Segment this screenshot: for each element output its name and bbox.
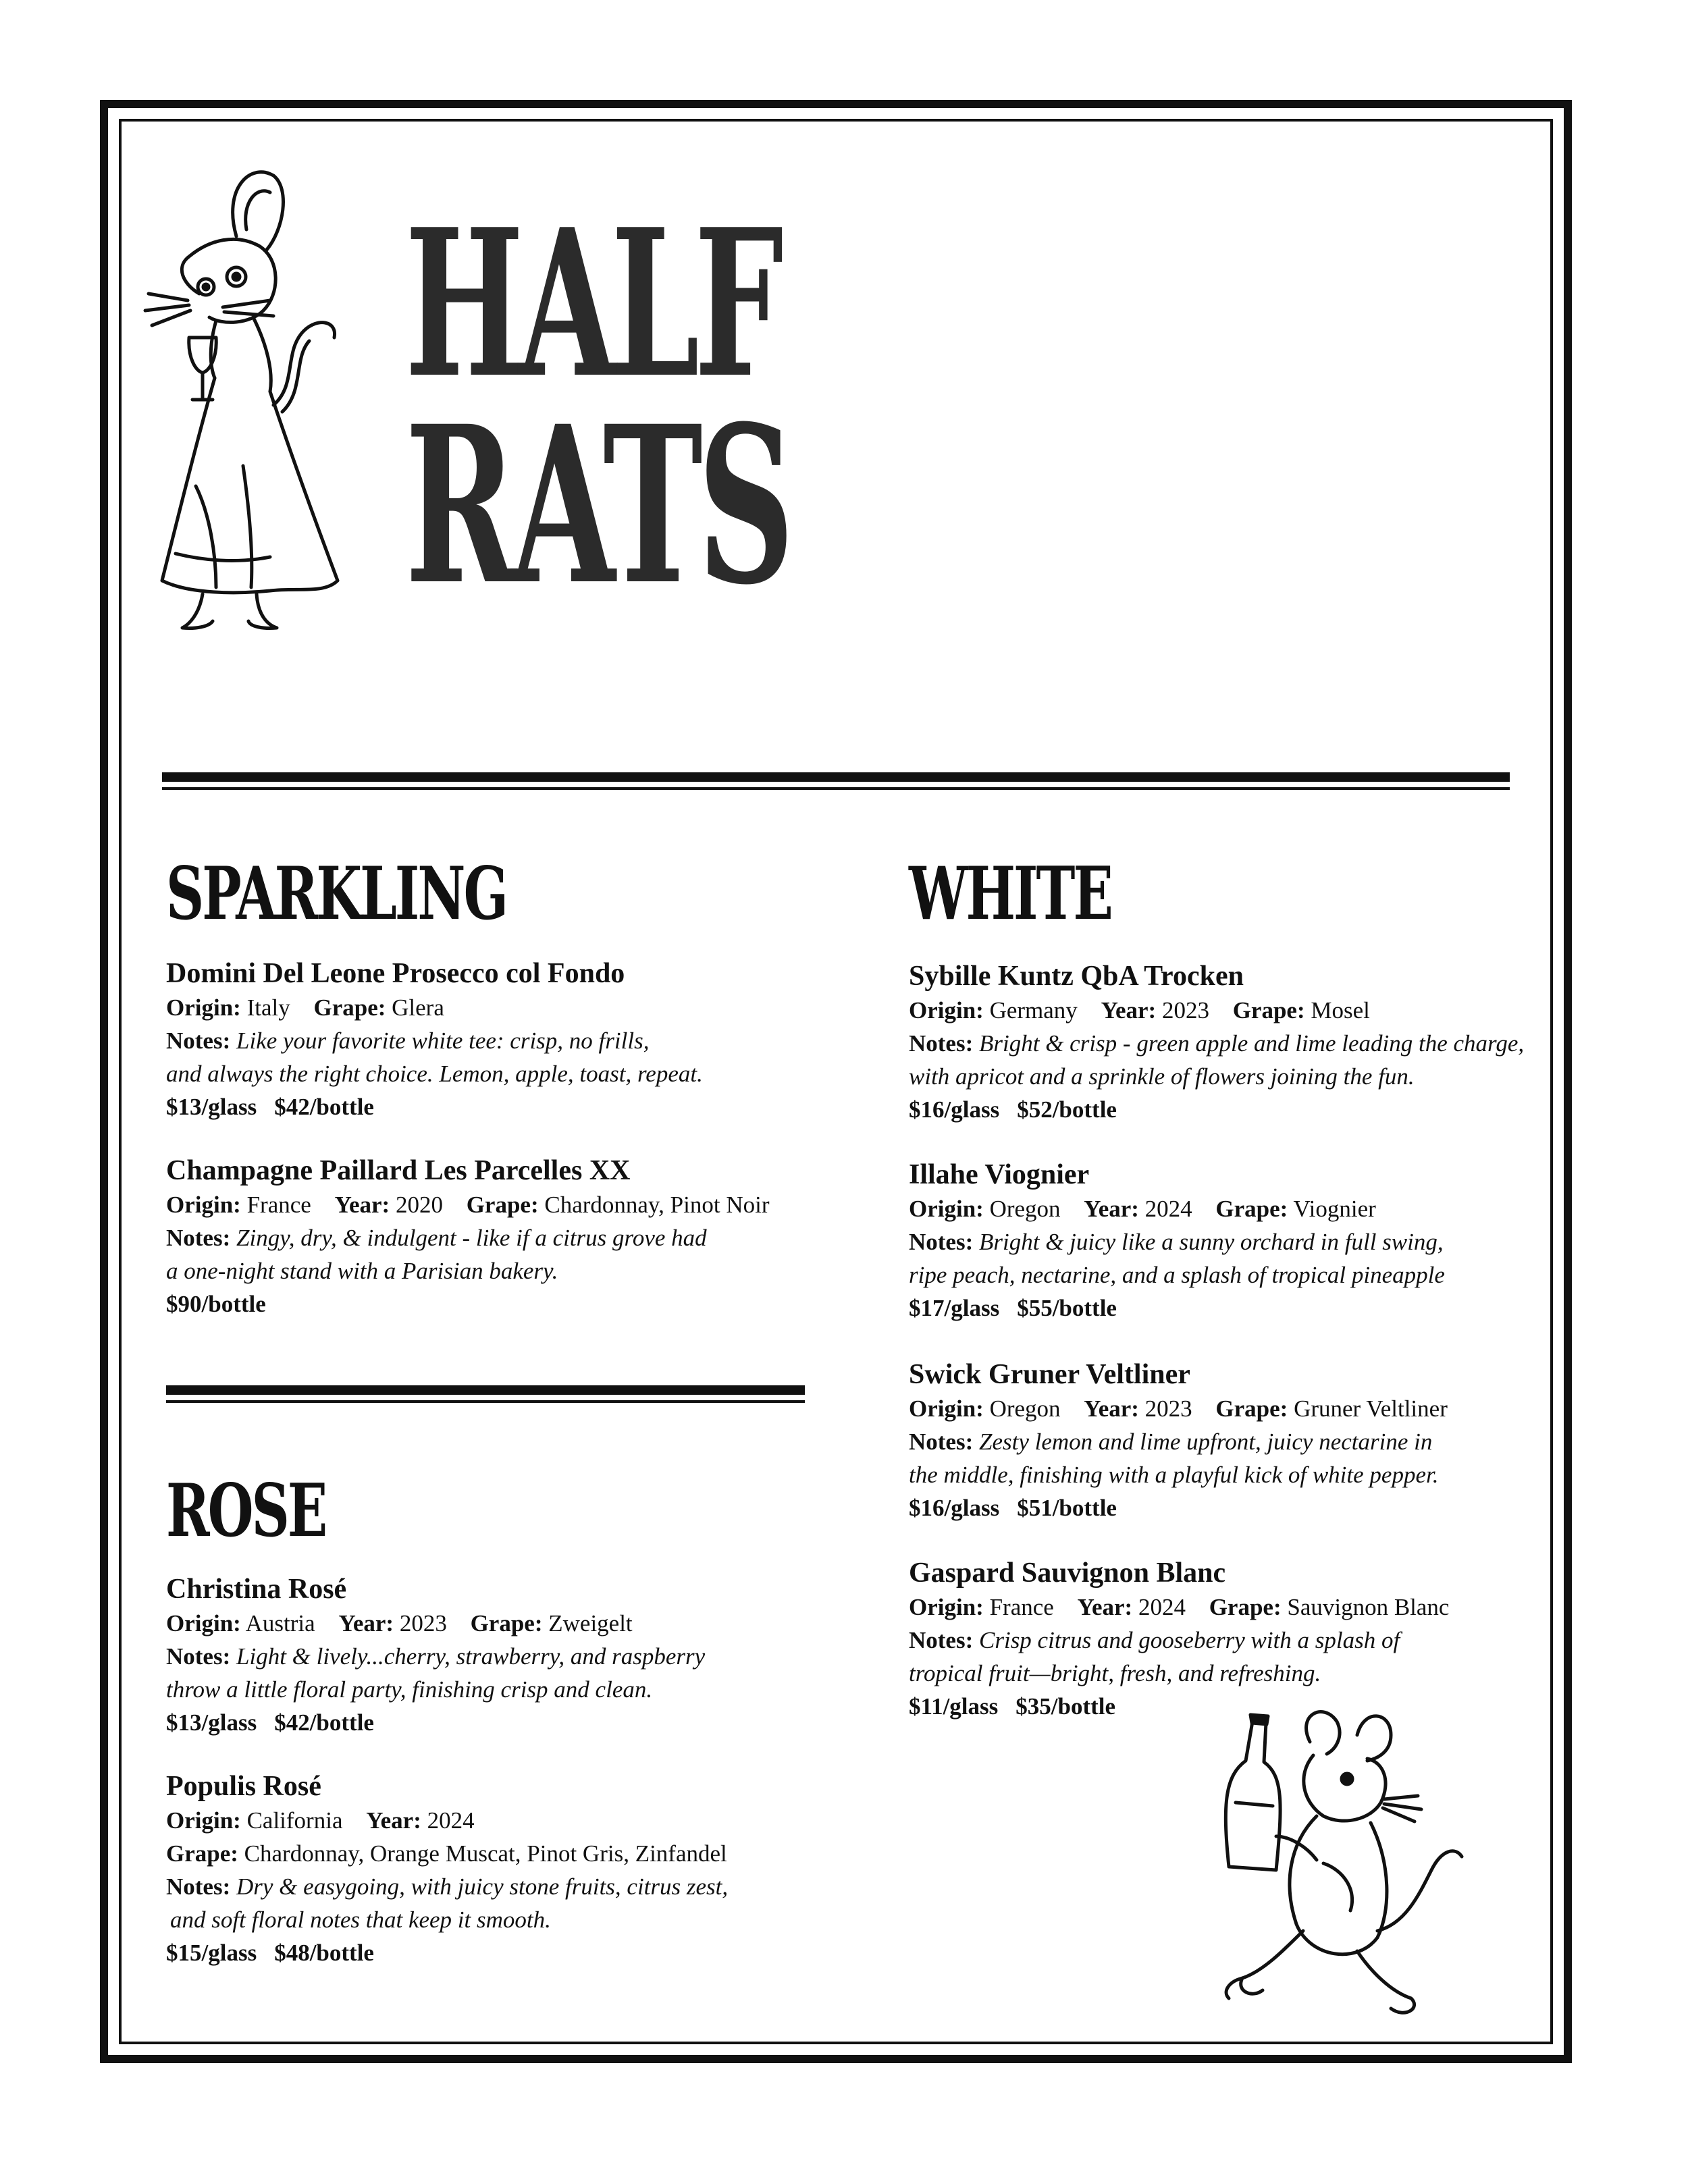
year-value: 2023 xyxy=(399,1610,447,1636)
year-label: Year: xyxy=(366,1807,421,1834)
top-divider-thick xyxy=(162,772,1510,782)
rat-in-gown-icon xyxy=(135,149,378,648)
grape-label: Grape: xyxy=(1232,997,1305,1023)
notes-label: Notes: xyxy=(166,1225,231,1251)
notes-label: Notes: xyxy=(909,1229,974,1255)
half-rats-logo xyxy=(135,149,790,662)
glass-price: $11/glass xyxy=(909,1693,999,1720)
origin-label: Origin: xyxy=(909,1196,984,1222)
year-label: Year: xyxy=(1084,1196,1139,1222)
notes-text: Zesty lemon and lime upfront, juicy nectarine in xyxy=(979,1429,1433,1455)
bottle-price: $35/bottle xyxy=(1016,1693,1116,1720)
top-divider xyxy=(162,772,1510,790)
origin-value: Germany xyxy=(989,997,1078,1023)
wine-notes xyxy=(166,1640,875,1673)
grape-value: Chardonnay, Orange Muscat, Pinot Gris, Zinfandel xyxy=(244,1840,727,1867)
notes-text: a one-night stand with a Parisian bakery. xyxy=(166,1258,558,1284)
top-divider-thin xyxy=(162,787,1510,790)
wine-name: Illahe Viognier xyxy=(909,1159,1090,1190)
notes-text: and always the right choice. Lemon, apple, toast, repeat. xyxy=(166,1061,703,1087)
rat-with-bottle-icon xyxy=(1188,1701,1472,2032)
year-label: Year: xyxy=(338,1610,394,1636)
notes-text: Light & lively...cherry, strawberry, and raspberry xyxy=(236,1643,706,1670)
origin-value: France xyxy=(246,1192,311,1218)
left-divider-thin xyxy=(166,1400,805,1403)
grape-label: Grape: xyxy=(470,1610,543,1636)
wine-notes xyxy=(166,1024,875,1057)
origin-value: Oregon xyxy=(989,1196,1061,1222)
left-divider xyxy=(166,1385,805,1403)
glass-price: $15/glass xyxy=(166,1940,257,1966)
origin-label: Origin: xyxy=(909,997,984,1023)
wine-entry xyxy=(909,959,1618,1126)
wine-grape xyxy=(166,1837,875,1870)
wine-meta xyxy=(909,994,1618,1027)
grape-value: Mosel xyxy=(1311,997,1370,1023)
wine-notes xyxy=(909,1027,1618,1060)
grape-label: Grape: xyxy=(1215,1395,1288,1422)
wine-name: Sybille Kuntz QbA Trocken xyxy=(909,961,1244,992)
origin-label: Origin: xyxy=(166,994,241,1021)
wine-name: Swick Gruner Veltliner xyxy=(909,1359,1190,1390)
section-title-rose: ROSE xyxy=(166,1468,326,1553)
notes-text: throw a little floral party, finishing crisp and clean. xyxy=(166,1676,653,1703)
glass-price: $17/glass xyxy=(909,1295,1000,1321)
notes-label: Notes: xyxy=(909,1030,974,1057)
origin-value: Oregon xyxy=(989,1395,1061,1422)
bottle-price: $42/bottle xyxy=(274,1094,374,1120)
wine-entry xyxy=(166,1769,875,1969)
glass-price: $13/glass xyxy=(166,1094,257,1120)
bottle-price: $51/bottle xyxy=(1017,1495,1117,1521)
notes-text: Zingy, dry, & indulgent - like if a citrus grove had xyxy=(236,1225,707,1251)
wine-entry xyxy=(166,1153,875,1321)
wine-meta xyxy=(166,991,875,1024)
bottle-price: $90/bottle xyxy=(166,1291,266,1317)
wine-notes xyxy=(909,1624,1618,1657)
origin-label: Origin: xyxy=(909,1594,984,1620)
notes-label: Notes: xyxy=(166,1028,231,1054)
wine-price xyxy=(909,1093,1618,1126)
wine-notes xyxy=(166,1221,875,1254)
notes-text: Like your favorite white tee: crisp, no frills, xyxy=(236,1028,650,1054)
notes-text: with apricot and a sprinkle of flowers joining the fun. xyxy=(909,1063,1415,1090)
bottle-price: $42/bottle xyxy=(274,1709,374,1736)
section-title-white: WHITE xyxy=(909,851,1111,936)
year-label: Year: xyxy=(334,1192,390,1218)
origin-label: Origin: xyxy=(166,1610,241,1636)
grape-label: Grape: xyxy=(313,994,386,1021)
glass-price: $16/glass xyxy=(909,1096,1000,1123)
origin-label: Origin: xyxy=(166,1192,241,1218)
wine-name: Domini Del Leone Prosecco col Fondo xyxy=(166,958,625,989)
wine-price xyxy=(166,1287,875,1321)
wine-entry xyxy=(166,956,875,1123)
wine-notes xyxy=(909,1425,1618,1458)
wine-price xyxy=(909,1291,1618,1325)
year-label: Year: xyxy=(1077,1594,1133,1620)
wine-meta xyxy=(909,1591,1618,1624)
year-value: 2023 xyxy=(1144,1395,1192,1422)
wine-name: Champagne Paillard Les Parcelles XX xyxy=(166,1155,631,1186)
notes-label: Notes: xyxy=(909,1429,974,1455)
notes-label: Notes: xyxy=(166,1873,231,1900)
wine-notes xyxy=(166,1870,875,1903)
year-value: 2020 xyxy=(395,1192,443,1218)
wine-price xyxy=(909,1491,1618,1524)
grape-value: Chardonnay, Pinot Noir xyxy=(544,1192,770,1218)
section-title-sparkling: SPARKLING xyxy=(166,851,507,936)
wine-meta xyxy=(909,1392,1618,1425)
wine-name: Populis Rosé xyxy=(166,1771,321,1802)
wine-meta xyxy=(166,1804,875,1837)
wine-meta xyxy=(166,1607,875,1640)
grape-label: Grape: xyxy=(466,1192,539,1218)
bottle-price: $52/bottle xyxy=(1017,1096,1117,1123)
year-value: 2023 xyxy=(1161,997,1209,1023)
grape-value: Glera xyxy=(392,994,444,1021)
origin-label: Origin: xyxy=(909,1395,984,1422)
grape-value: Zweigelt xyxy=(548,1610,633,1636)
notes-label: Notes: xyxy=(166,1643,231,1670)
grape-value: Gruner Veltliner xyxy=(1294,1395,1448,1422)
wine-price xyxy=(166,1936,875,1969)
wine-entry xyxy=(909,1555,1618,1723)
glass-price: $13/glass xyxy=(166,1709,257,1736)
grape-label: Grape: xyxy=(1209,1594,1282,1620)
logo-word-half: HALF xyxy=(405,184,779,423)
grape-label: Grape: xyxy=(166,1840,238,1867)
notes-text: the middle, finishing with a playful kick of white pepper. xyxy=(909,1462,1439,1488)
notes-text: tropical fruit—bright, fresh, and refreshing. xyxy=(909,1660,1321,1686)
left-divider-thick xyxy=(166,1385,805,1395)
grape-label: Grape: xyxy=(1215,1196,1288,1222)
origin-value: Italy xyxy=(246,994,290,1021)
glass-price: $16/glass xyxy=(909,1495,1000,1521)
notes-text: Dry & easygoing, with juicy stone fruits, citrus zest, xyxy=(236,1873,729,1900)
origin-label: Origin: xyxy=(166,1807,241,1834)
grape-value: Sauvignon Blanc xyxy=(1287,1594,1450,1620)
year-value: 2024 xyxy=(1138,1594,1186,1620)
notes-text: Bright & juicy like a sunny orchard in full swing, xyxy=(979,1229,1444,1255)
wine-entry xyxy=(909,1357,1618,1524)
wine-meta xyxy=(166,1188,875,1221)
logo-word-rats: RATS xyxy=(405,379,790,633)
wine-price xyxy=(166,1090,875,1123)
year-label: Year: xyxy=(1101,997,1157,1023)
wine-name: Christina Rosé xyxy=(166,1574,347,1605)
year-value: 2024 xyxy=(427,1807,475,1834)
grape-value: Viognier xyxy=(1293,1196,1376,1222)
bottle-price: $55/bottle xyxy=(1017,1295,1117,1321)
wine-entry xyxy=(166,1572,875,1739)
wine-meta xyxy=(909,1192,1618,1225)
notes-label: Notes: xyxy=(909,1627,974,1653)
year-value: 2024 xyxy=(1144,1196,1192,1222)
wine-notes xyxy=(909,1225,1618,1258)
notes-text: and soft floral notes that keep it smooth. xyxy=(170,1907,551,1933)
origin-value: France xyxy=(989,1594,1054,1620)
notes-text: ripe peach, nectarine, and a splash of tropical pineapple xyxy=(909,1262,1445,1288)
wine-name: Gaspard Sauvignon Blanc xyxy=(909,1557,1226,1589)
wine-entry xyxy=(909,1157,1618,1325)
origin-value: California xyxy=(246,1807,343,1834)
origin-value: Austria xyxy=(245,1610,315,1636)
bottle-price: $48/bottle xyxy=(274,1940,374,1966)
notes-text: Crisp citrus and gooseberry with a splash of xyxy=(979,1627,1400,1653)
notes-text: Bright & crisp - green apple and lime leading the charge, xyxy=(979,1030,1525,1057)
wine-price xyxy=(166,1706,875,1739)
year-label: Year: xyxy=(1084,1395,1139,1422)
